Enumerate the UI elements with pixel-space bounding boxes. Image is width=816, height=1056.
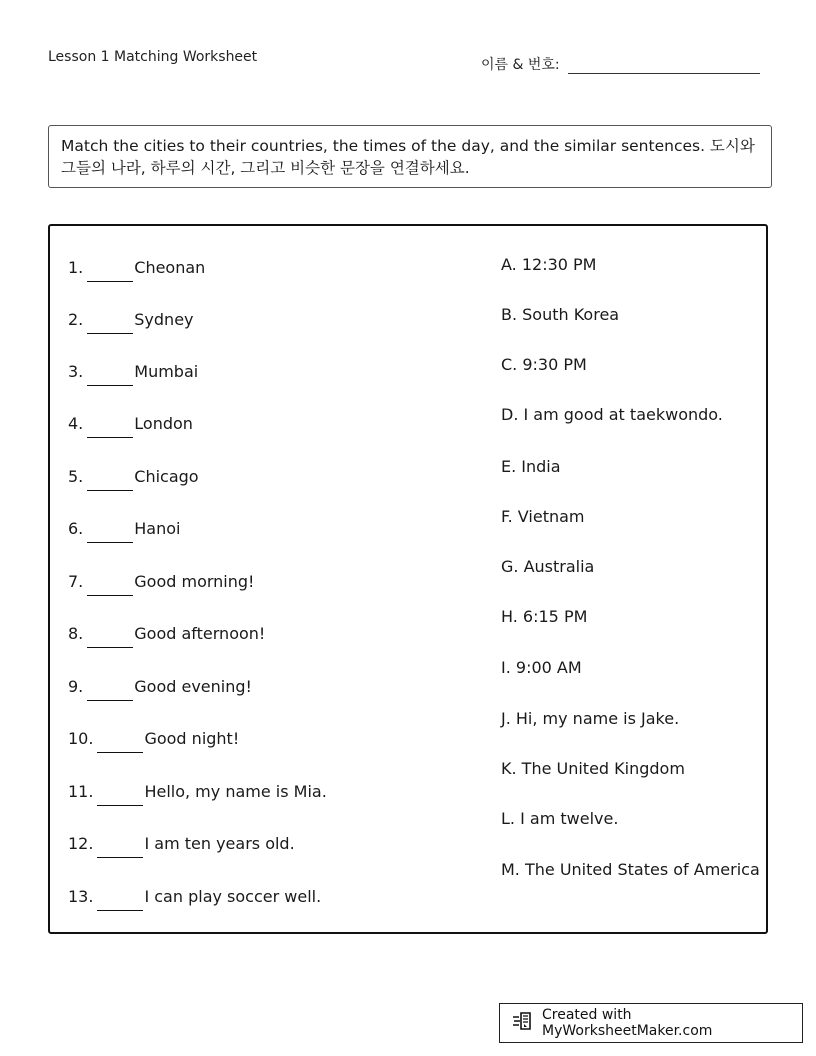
- answer-blank[interactable]: [87, 627, 133, 648]
- answer-option: B. South Korea: [501, 305, 620, 324]
- question-number: 2.: [68, 310, 84, 329]
- question-number: 8.: [68, 624, 84, 643]
- question-number: 7.: [68, 572, 84, 591]
- question-item: [68, 357, 198, 381]
- question-item: [68, 619, 265, 643]
- question-item: [68, 777, 327, 801]
- answer-blank[interactable]: [97, 837, 143, 858]
- question-text: Mumbai: [134, 362, 199, 381]
- question-item: [68, 672, 252, 696]
- answer-blank[interactable]: [87, 470, 133, 491]
- question-item: [68, 724, 239, 748]
- answer-blank[interactable]: [87, 522, 133, 543]
- question-number: 4.: [68, 414, 84, 433]
- question-item: [68, 514, 180, 538]
- answer-blank[interactable]: [87, 365, 133, 386]
- question-text: Hello, my name is Mia.: [144, 782, 327, 801]
- answer-option: D. I am good at taekwondo.: [501, 405, 723, 424]
- question-text: Cheonan: [134, 258, 206, 277]
- footer-text: Created with MyWorksheetMaker.com: [542, 1007, 713, 1039]
- question-item: [68, 305, 194, 329]
- question-item: [68, 829, 295, 853]
- question-text: Good evening!: [134, 677, 252, 696]
- answer-blank[interactable]: [87, 417, 133, 438]
- answer-option: J. Hi, my name is Jake.: [501, 709, 680, 728]
- question-item: [68, 567, 254, 591]
- question-text: Good night!: [144, 729, 240, 748]
- name-number-field: [481, 49, 760, 74]
- question-text: I can play soccer well.: [144, 887, 322, 906]
- answer-option: C. 9:30 PM: [501, 355, 587, 374]
- question-item: [68, 253, 205, 277]
- answer-blank[interactable]: [87, 575, 133, 596]
- worksheet-title: Lesson 1 Matching Worksheet: [48, 49, 258, 65]
- question-number: 10.: [68, 729, 94, 748]
- answer-option: M. The United States of America: [501, 860, 760, 879]
- question-item: [68, 409, 193, 433]
- question-text: Chicago: [134, 467, 199, 486]
- answer-blank[interactable]: [97, 785, 143, 806]
- footer-badge[interactable]: [499, 1003, 803, 1043]
- question-number: 9.: [68, 677, 84, 696]
- question-text: I am ten years old.: [144, 834, 295, 853]
- question-number: 12.: [68, 834, 94, 853]
- question-number: 1.: [68, 258, 84, 277]
- question-number: 5.: [68, 467, 84, 486]
- question-text: Sydney: [134, 310, 194, 329]
- answer-option: K. The United Kingdom: [501, 759, 685, 778]
- answer-option: G. Australia: [501, 557, 595, 576]
- worksheet-maker-logo-icon: [512, 1012, 542, 1034]
- question-text: Good afternoon!: [134, 624, 266, 643]
- question-number: 6.: [68, 519, 84, 538]
- name-number-label: 이름 & 번호:: [481, 57, 560, 73]
- answer-option: F. Vietnam: [501, 507, 585, 526]
- question-number: 13.: [68, 887, 94, 906]
- answer-blank[interactable]: [97, 890, 143, 911]
- answer-option: E. India: [501, 457, 561, 476]
- answer-option: I. 9:00 AM: [501, 658, 582, 677]
- name-number-blank[interactable]: [568, 49, 760, 74]
- question-text: Good morning!: [134, 572, 255, 591]
- question-text: London: [134, 414, 193, 433]
- question-number: 3.: [68, 362, 84, 381]
- question-item: [68, 462, 199, 486]
- answer-blank[interactable]: [97, 732, 143, 753]
- answer-option: A. 12:30 PM: [501, 255, 597, 274]
- answer-option: L. I am twelve.: [501, 809, 619, 828]
- matching-box: [48, 224, 768, 934]
- question-item: [68, 882, 321, 906]
- answer-blank[interactable]: [87, 680, 133, 701]
- answer-blank[interactable]: [87, 313, 133, 334]
- question-text: Hanoi: [134, 519, 181, 538]
- answer-option: H. 6:15 PM: [501, 607, 588, 626]
- answer-blank[interactable]: [87, 261, 133, 282]
- instructions-box: Match the cities to their countries, the times of the day, and the similar sentences. 도시와 그들의 나라, 하루의 시간, 그리고 비슷한 문장을 연결하세요.: [48, 125, 772, 188]
- question-number: 11.: [68, 782, 94, 801]
